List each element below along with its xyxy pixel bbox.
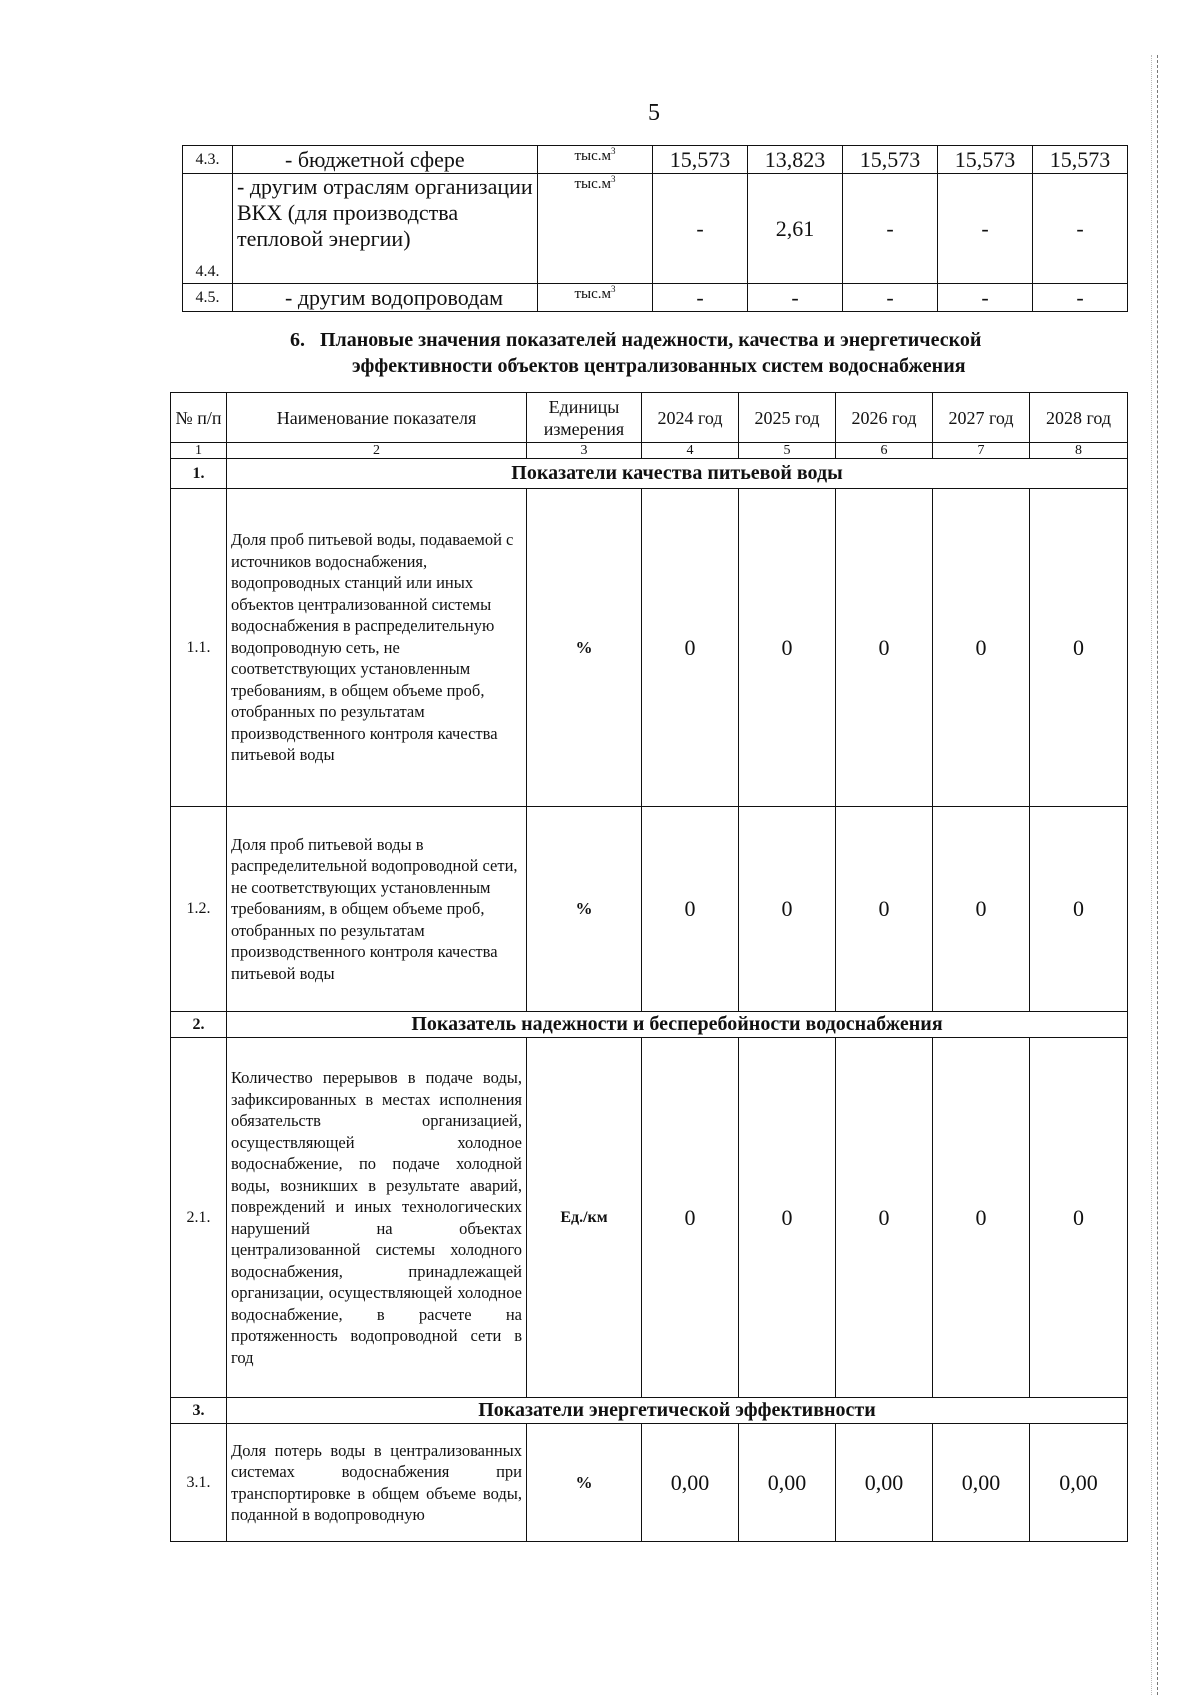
header-year: 2024 год: [642, 393, 739, 443]
header-name: Наименование показателя: [227, 393, 527, 443]
section-heading: [290, 327, 1120, 379]
header-row: [171, 393, 1128, 443]
indicator-name: Доля проб питьевой воды в распределительной водопроводной сети, не соответствующих установленным требованиям, в общем объеме проб, отобранных по результатам производственного контроля качества питьевой воды: [227, 807, 527, 1012]
group-row: [171, 459, 1128, 489]
row-number: 4.3.: [183, 146, 233, 174]
value-cell: 0: [1030, 1038, 1128, 1398]
value-cell: 0: [1030, 807, 1128, 1012]
table-row: [171, 489, 1128, 807]
value-cell: -: [938, 284, 1033, 312]
group-row: [171, 1012, 1128, 1038]
row-name: - другим водопроводам: [233, 284, 538, 312]
row-number: 1.2.: [171, 807, 227, 1012]
indicators-table: [170, 392, 1128, 1542]
value-cell: 15,573: [653, 146, 748, 174]
column-number-row: [171, 443, 1128, 459]
value-cell: 0,00: [1030, 1424, 1128, 1542]
table-row: [171, 1424, 1128, 1542]
row-number: 4.4.: [183, 174, 233, 284]
value-cell: -: [1033, 284, 1128, 312]
column-number: 6: [836, 443, 933, 459]
table-row: [183, 146, 1128, 174]
unit-cell: $тыс.м^3$: [538, 146, 653, 174]
table-row: [183, 284, 1128, 312]
unit-cell: %: [527, 1424, 642, 1542]
value-cell: 0: [836, 1038, 933, 1398]
table-row: [171, 1038, 1128, 1398]
header-year: 2027 год: [933, 393, 1030, 443]
section-title-line2: эффективности объектов централизованных систем водоснабжения: [352, 355, 966, 377]
unit-cell: Ед./км: [527, 1038, 642, 1398]
section-number: 6.: [290, 329, 305, 351]
value-cell: -: [843, 174, 938, 284]
value-cell: 0: [739, 807, 836, 1012]
indicator-name: Доля проб питьевой воды, подаваемой с источников водоснабжения, водопроводных станций или иных объектов централизованной системы водоснабжения в распределительную водопроводную сеть, не соответствующих установленным требованиям, в общем объеме проб, отобранных по результатам производственного контроля качества питьевой воды: [227, 489, 527, 807]
value-cell: 0: [933, 807, 1030, 1012]
group-title: Показатели качества питьевой воды: [227, 459, 1128, 489]
group-row: [171, 1398, 1128, 1424]
column-number: 4: [642, 443, 739, 459]
indicator-name: Количество перерывов в подаче воды, зафиксированных в местах исполнения обязательств организацией, осуществляющей холодное водоснабжение, по подаче холодной воды, возникших в результате аварий, повреждений и иных технологических нарушений на объектах централизованной системы холодного водоснабжения, принадлежащей организации, осуществляющей холодное водоснабжение, в расчете на протяженность водопроводной сети в год: [227, 1038, 527, 1398]
header-year: 2025 год: [739, 393, 836, 443]
header-num: № п/п: [171, 393, 227, 443]
column-number: 1: [171, 443, 227, 459]
unit-cell: %: [527, 807, 642, 1012]
scan-edge-line: [1150, 55, 1152, 1695]
value-cell: -: [938, 174, 1033, 284]
group-title: Показатели энергетической эффективности: [227, 1398, 1128, 1424]
value-cell: -: [653, 174, 748, 284]
row-number: 1.1.: [171, 489, 227, 807]
value-cell: -: [843, 284, 938, 312]
value-cell: 0: [642, 1038, 739, 1398]
value-cell: 0: [1030, 489, 1128, 807]
header-year: 2026 год: [836, 393, 933, 443]
column-number: 8: [1030, 443, 1128, 459]
value-cell: 13,823: [748, 146, 843, 174]
column-number: 7: [933, 443, 1030, 459]
section-title-line1: Плановые значения показателей надежности, качества и энергетической: [320, 329, 982, 351]
group-number: 1.: [171, 459, 227, 489]
unit-cell: %: [527, 489, 642, 807]
group-number: 2.: [171, 1012, 227, 1038]
value-cell: 15,573: [843, 146, 938, 174]
value-cell: 0: [933, 489, 1030, 807]
value-cell: 2,61: [748, 174, 843, 284]
value-cell: 0,00: [739, 1424, 836, 1542]
column-number: 5: [739, 443, 836, 459]
page-number: 5: [648, 100, 660, 126]
value-cell: 15,573: [1033, 146, 1128, 174]
unit-cell: $тыс.м^3$: [538, 174, 653, 284]
value-cell: 0: [836, 489, 933, 807]
row-number: 4.5.: [183, 284, 233, 312]
value-cell: 0,00: [642, 1424, 739, 1542]
table-row: [183, 174, 1128, 284]
value-cell: 15,573: [938, 146, 1033, 174]
value-cell: 0: [836, 807, 933, 1012]
header-year: 2028 год: [1030, 393, 1128, 443]
table-row: [171, 807, 1128, 1012]
value-cell: 0: [933, 1038, 1030, 1398]
group-number: 3.: [171, 1398, 227, 1424]
value-cell: -: [653, 284, 748, 312]
column-number: 3: [527, 443, 642, 459]
indicator-name: Доля потерь воды в централизованных системах водоснабжения при транспортировке в общем объеме воды, поданной в водопроводную: [227, 1424, 527, 1542]
row-number: 2.1.: [171, 1038, 227, 1398]
value-cell: 0: [739, 1038, 836, 1398]
value-cell: 0,00: [836, 1424, 933, 1542]
value-cell: 0: [739, 489, 836, 807]
row-number: 3.1.: [171, 1424, 227, 1542]
row-name: - другим отраслям организации ВКХ (для производства тепловой энергии): [233, 174, 538, 284]
column-number: 2: [227, 443, 527, 459]
top-table: [182, 145, 1128, 312]
scan-edge-line: [1155, 55, 1158, 1695]
value-cell: 0: [642, 807, 739, 1012]
value-cell: 0,00: [933, 1424, 1030, 1542]
value-cell: -: [1033, 174, 1128, 284]
value-cell: 0: [642, 489, 739, 807]
group-title: Показатель надежности и бесперебойности водоснабжения: [227, 1012, 1128, 1038]
unit-cell: $тыс.м^3$: [538, 284, 653, 312]
row-name: - бюджетной сфере: [233, 146, 538, 174]
header-unit: Единицы измерения: [527, 393, 642, 443]
value-cell: -: [748, 284, 843, 312]
